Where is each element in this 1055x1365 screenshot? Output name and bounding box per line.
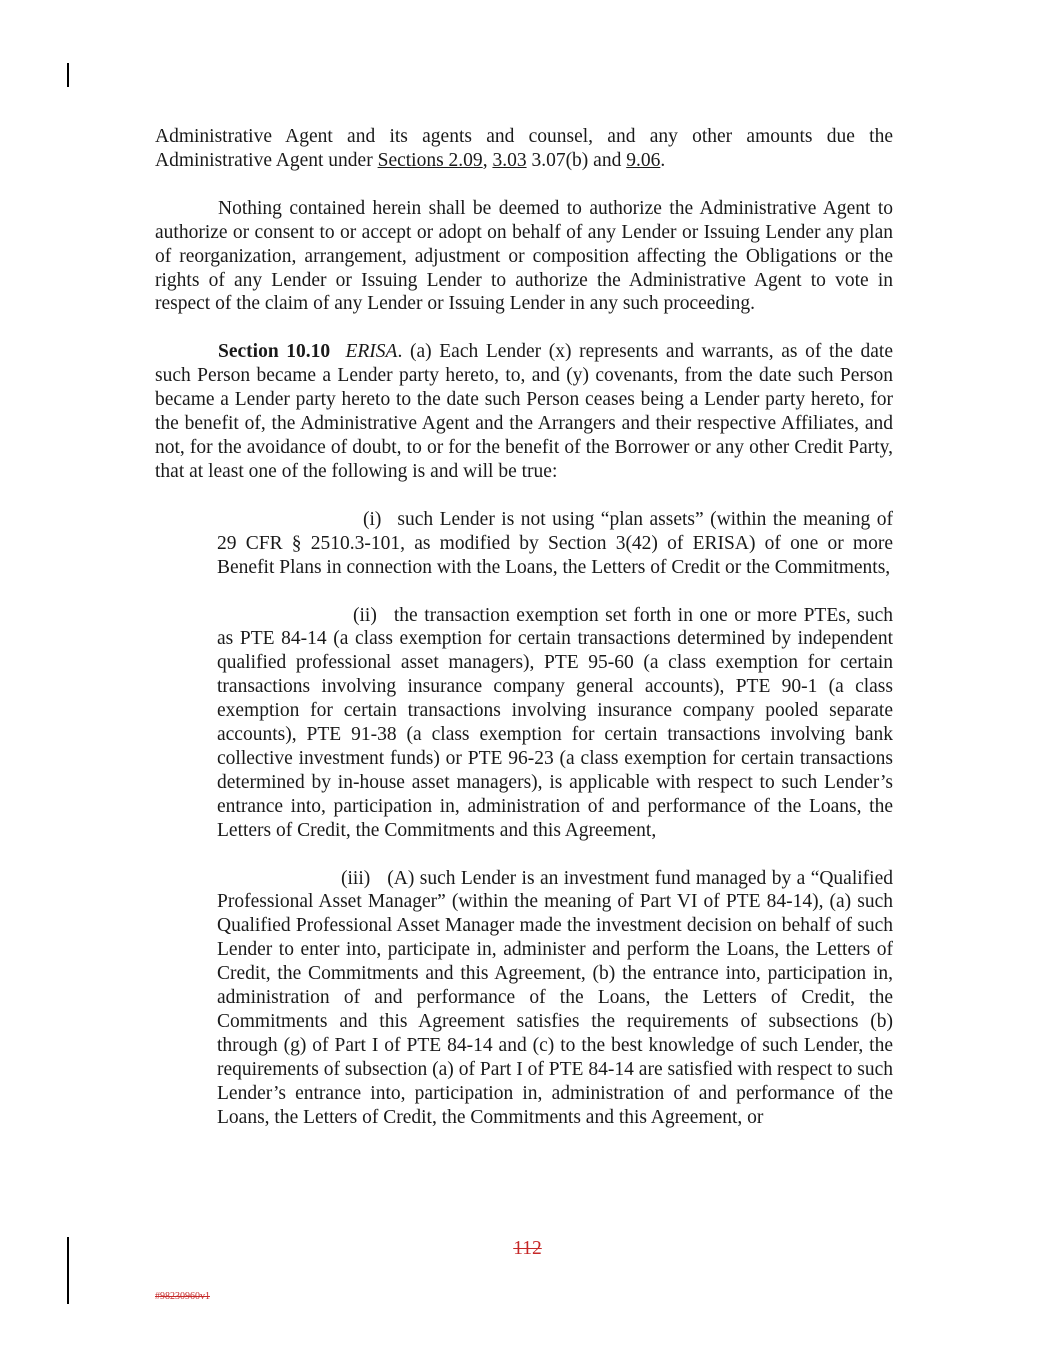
page-number: 112 [513,1238,542,1259]
item-number: (ii) [353,604,377,626]
item-text: such Lender is not using “plan assets” (within the meaning of 29 CFR § 2510.3-101, as modified by Section 3(42) of ERISA) of one or more Benefit Plans in connection with the Loans, the Letters of Credit or the Commitments, [217,508,893,578]
link-section-9-06[interactable]: 9.06 [626,149,661,171]
list-item-i [217,508,893,580]
section-10-10-paragraph: Section 10.10 ERISA. (a) Each Lender (x) represents and warrants, as of the date such Person became a Lender party hereto, to, and (y) covenants, from the date such Person became a Lender party hereto to the date such Person ceases being a Lender party hereto, for the benefit of, the Administrative Agent and the Arrangers and their respective Affiliates, and not, for the avoidance of doubt, to or for the benefit of the Borrower or any other Credit Party, that at least one of the following is and will be true: [155,341,893,482]
list-item-iii [217,867,893,1130]
item-text: (A) such Lender is an investment fund managed by a “Qualified Professional Asset Manager” (within the meaning of Part VI of PTE 84-14), (a) such Qualified Professional Asset Manager made the investment decision on behalf of such Lender to enter into, participate in, administer and perform the Loans, the Letters of Credit, the Commitments and this Agreement, (b) the entrance into, participation in, administration of and performance of the Loans, the Letters of Credit, the Commitments and this Agreement satisfies the requirements of subsections (b) through (g) of Part I of PTE 84-14 and (c) to the best knowledge of such Lender, the requirements of subsection (a) of Part I of PTE 84-14 are satisfied with respect to such Lender’s entrance into, participation in, administration of and performance of the Loans, the Letters of Credit, the Commitments and this Agreement, or [217,867,893,1128]
item-text: the transaction exemption set forth in one or more PTEs, such as PTE 84-14 (a class exemption for certain transactions determined by independent qualified professional asset managers), PTE 95-60 (a class exemption for certain transactions involving insurance company general accounts), PTE 90-1 (a class exemption for certain transactions involving insurance company pooled separate accounts), PTE 91-38 (a class exemption for certain transactions involving bank collective investment funds) or PTE 96-23 (a class exemption for certain transactions determined by in-house asset managers), is applicable with respect to such Lender’s entrance into, participation in, administration of and performance of the Loans, the Letters of Credit, the Commitments and this Agreement, [217,604,893,841]
link-sections-2-09[interactable]: Sections 2.09 [377,149,483,171]
section-title: ERISA [345,341,398,363]
paragraph-nothing-contained: Nothing contained herein shall be deemed to authorize the Administrative Agent to authorize or consent to or accept or adopt on behalf of any Lender or Issuing Lender any plan of reorganization, arrangement, adjustment or composition affecting the Obligations or the rights of any Lender or Issuing Lender to authorize the Administrative Agent to vote in respect of the claim of any Lender or Issuing Lender in any such proceeding. [155,197,893,315]
item-number: (iii) [341,867,371,889]
change-bar-top [67,63,69,87]
list-item-ii [217,604,893,843]
section-number: Section 10.10 [218,341,331,363]
document-body [155,125,893,1154]
item-number: (i) [363,508,382,530]
link-section-3-03[interactable]: 3.03 [492,149,527,171]
document-id: #98230960v1 [155,1291,210,1302]
carryover-paragraph: Administrative Agent and its agents and counsel, and any other amounts due the Administrative Agent under Sections 2.09, 3.03 3.07(b) and 9.06. [155,126,893,171]
section-text: (a) Each Lender (x) represents and warrants, as of the date such Person became a Lender party hereto, to, and (y) covenants, from the date such Person became a Lender party hereto to the date such Person ceases being a Lender party hereto, for the benefit of, the Administrative Agent and the Arrangers and their respective Affiliates, and not, for the avoidance of doubt, to or for the benefit of the Borrower or any other Credit Party, that at least one of the following is and will be true: [155,341,893,482]
